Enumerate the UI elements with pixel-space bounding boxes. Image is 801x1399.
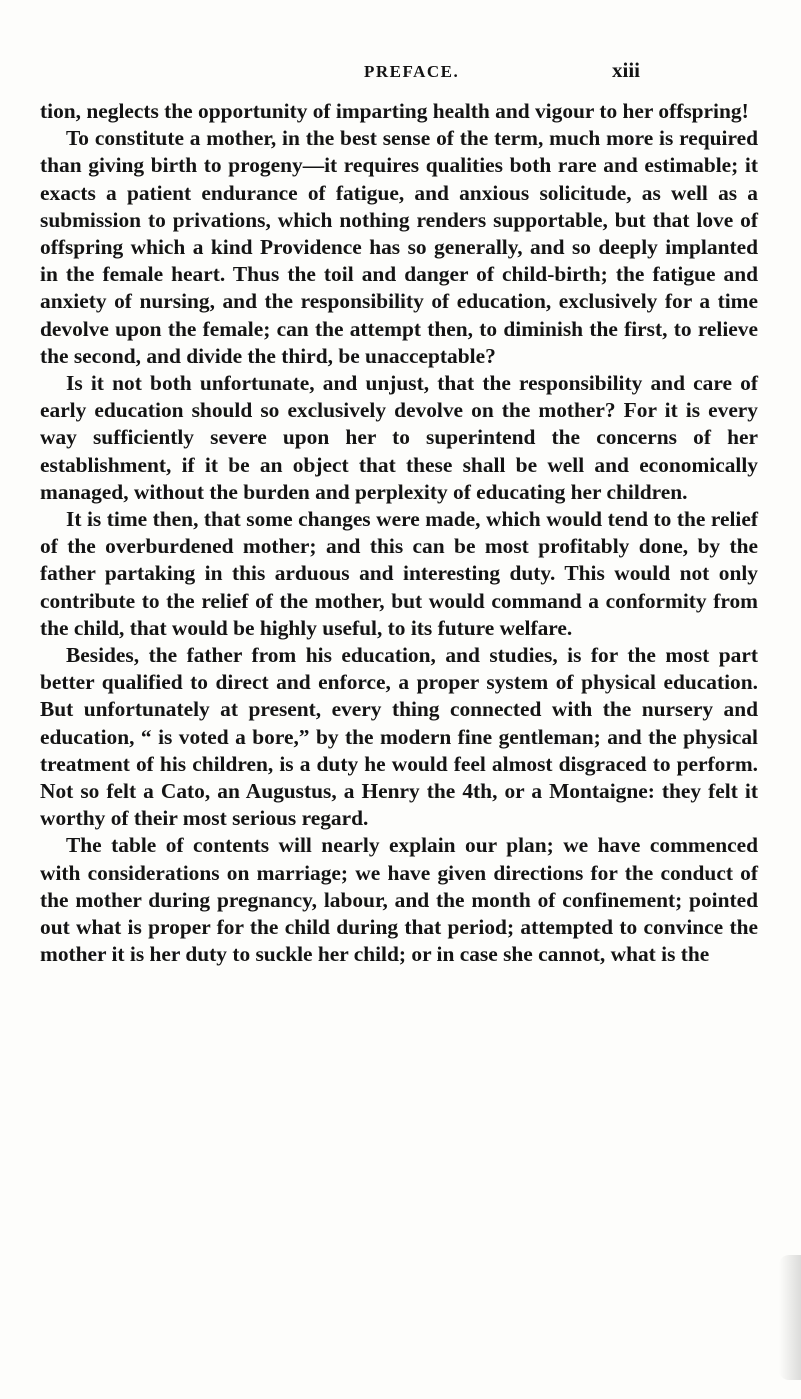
paragraph: The table of contents will nearly explain our plan; we have commenced with considerations on marriage; we have given directions for the conduct of the mother during pregnancy, labour, and the month of confinement; pointed out what is proper for the child during that period; attempted to convince the mother it is her duty to suckle her child; or in case she cannot, what is the (40, 833, 758, 967)
paragraph: Besides, the father from his education, and studies, is for the most part better qualified to direct and enforce, a proper system of physical education. But unfortunately at present, every thing connected with the nursery and education, “ is voted a bore,” by the modern fine gentleman; and the physical treatment of his children, is a duty he would feel almost disgraced to perform. Not so felt a Cato, an Augustus, a Henry the 4th, or a Montaigne: they felt it worthy of their most serious regard. (40, 643, 758, 831)
paragraph: To constitute a mother, in the best sense of the term, much more is required than giving birth to progeny—it requires qualities both rare and estimable; it exacts a patient endurance of fatigue, and anxious solicitude, as well as a submission to privations, which nothing renders supportable, but that love of offspring which a kind Providence has so generally, and so deeply implanted in the female heart. Thus the toil and danger of child-birth; the fatigue and anxiety of nursing, and the responsibility of education, exclusively for a time devolve upon the female; can the attempt then, to diminish the first, to relieve the second, and divide the third, be unacceptable? (40, 126, 758, 368)
paragraph-continuation: tion, neglects the opportunity of imparting health and vigour to her offspring! (40, 99, 749, 123)
paragraph: Is it not both unfortunate, and unjust, that the responsibility and care of early education should so exclusively devolve on the mother? For it is every way sufficiently severe upon her to superintend the concerns of her establishment, if it be an object that these shall be well and economically managed, without the burden and perplexity of educating her children. (40, 371, 758, 504)
page-number: xiii (611, 58, 640, 82)
page-header (278, 58, 640, 88)
paragraph: It is time then, that some changes were made, which would tend to the relief of the overburdened mother; and this can be most profitably done, by the father partaking in this arduous and interesting duty. This would not only contribute to the relief of the mother, but would command a conformity from the child, that would be highly useful, to its future welfare. (40, 507, 758, 640)
page-edge-smudge (779, 1255, 801, 1380)
running-head: PREFACE. (364, 62, 460, 81)
body-text (40, 98, 758, 969)
